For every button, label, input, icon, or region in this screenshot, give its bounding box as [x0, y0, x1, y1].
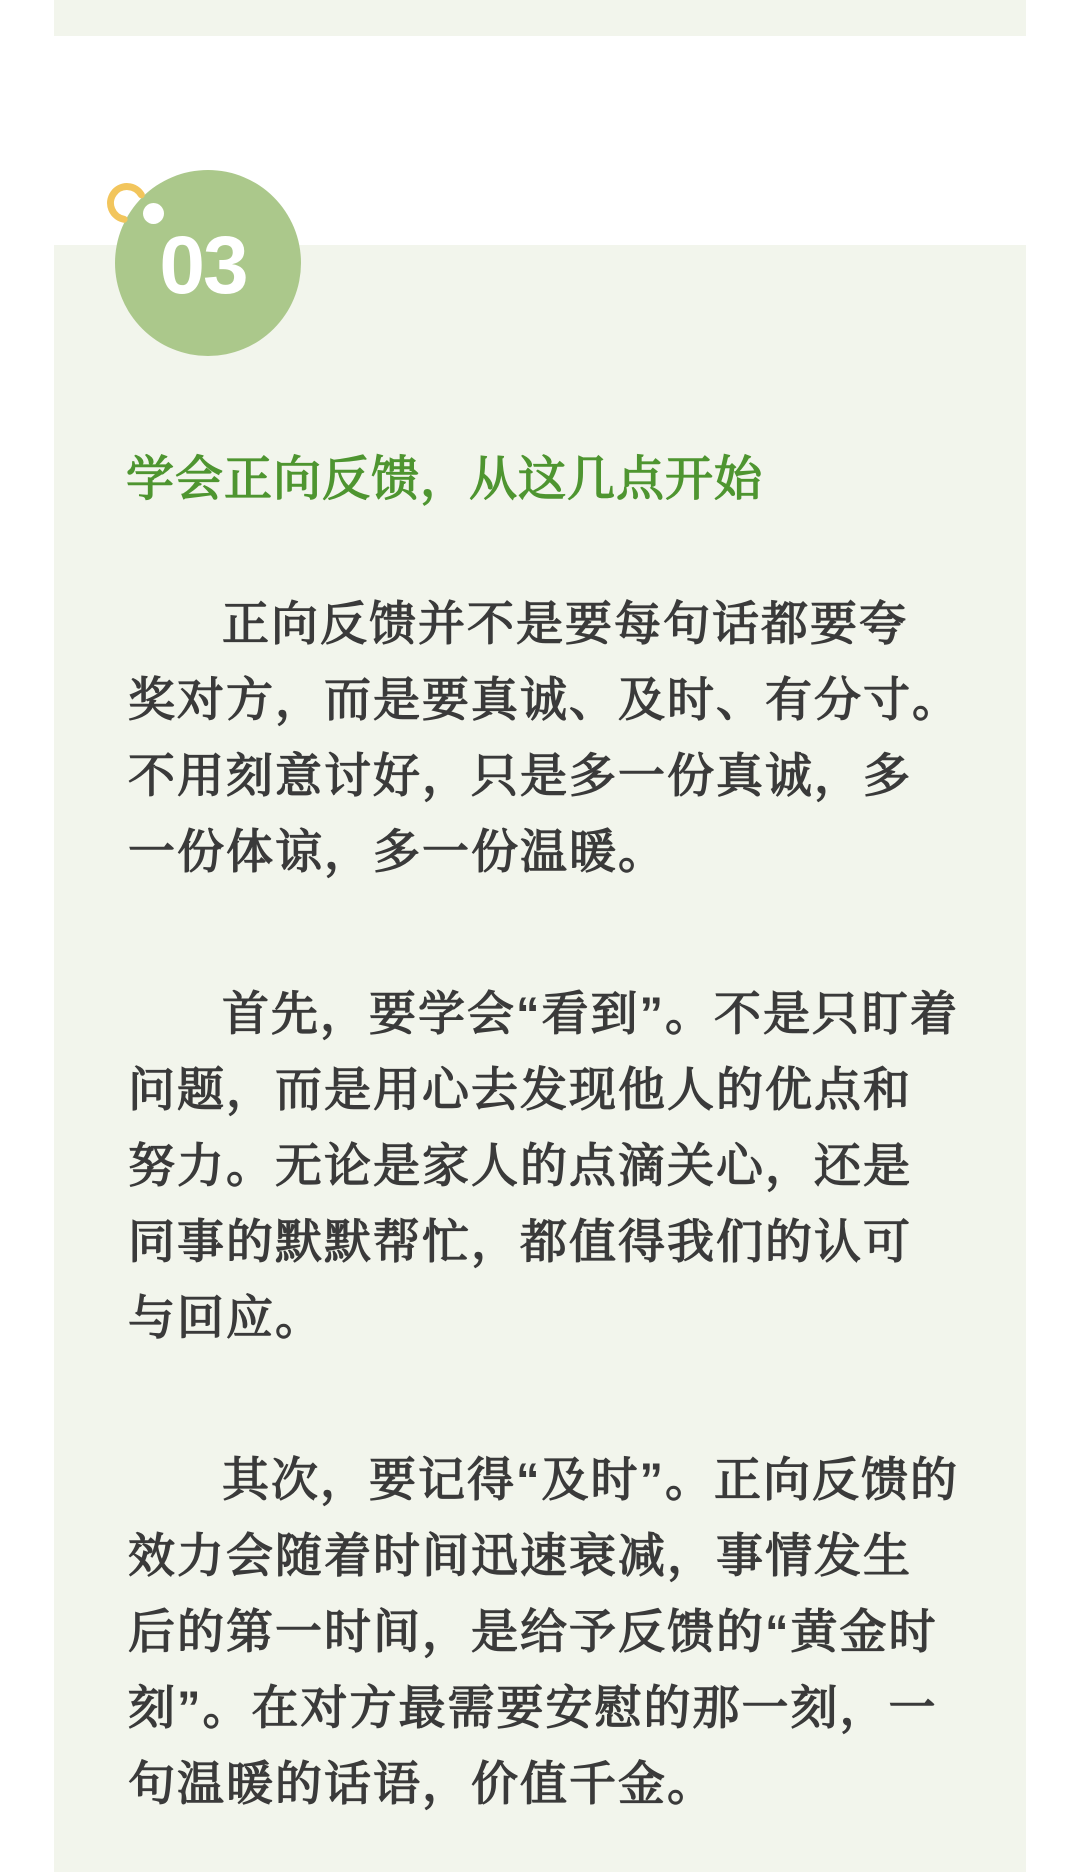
- text-line: 奖对方，而是要真诚、及时、有分寸。: [128, 673, 961, 726]
- paragraph: [128, 976, 988, 1356]
- yellow-ring-icon: [103, 179, 151, 227]
- text-line: 后的第一时间，是给予反馈的“黄金时: [128, 1605, 938, 1658]
- text-line: 首先，要学会“看到”。不是只盯着: [222, 987, 959, 1040]
- text-line: 正向反馈并不是要每句话都要夸: [222, 597, 908, 650]
- article-body: [128, 586, 988, 1872]
- text-line: 努力。无论是家人的点滴关心，还是: [128, 1139, 912, 1192]
- section-title: 学会正向反馈，从这几点开始: [126, 453, 764, 506]
- text-line: 句温暖的话语，价值千金。: [128, 1757, 716, 1810]
- paragraph: [128, 1442, 988, 1822]
- text-line: 其次，要记得“及时”。正向反馈的: [222, 1453, 959, 1506]
- text-line: 同事的默默帮忙，都值得我们的认可: [128, 1215, 912, 1268]
- paragraph: [128, 586, 988, 890]
- text-line: 刻”。在对方最需要安慰的那一刻，一: [128, 1681, 938, 1734]
- text-line: 一份体谅，多一份温暖。: [128, 825, 667, 878]
- text-line: 效力会随着时间迅速衰减，事情发生: [128, 1529, 912, 1582]
- text-line: 问题，而是用心去发现他人的优点和: [128, 1063, 912, 1116]
- previous-section-panel: [54, 0, 1026, 36]
- text-line: 不用刻意讨好，只是多一份真诚，多: [128, 749, 912, 802]
- badge-number: 03: [159, 220, 247, 311]
- white-dot-icon: [143, 203, 164, 224]
- text-line: 与回应。: [128, 1291, 324, 1344]
